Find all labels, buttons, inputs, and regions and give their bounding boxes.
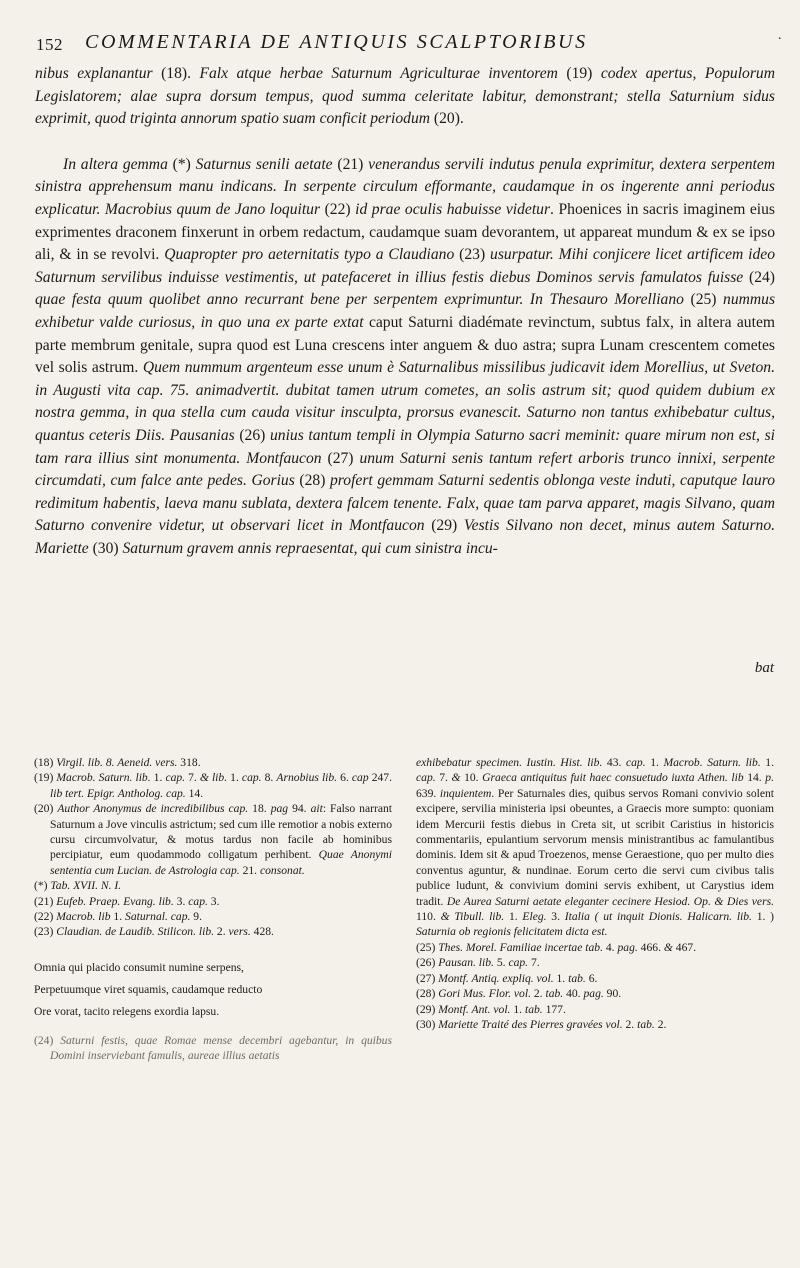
footnote-19: (19) Macrob. Saturn. lib. 1. cap. 7. & lib. 1. cap. 8. Arnobius lib. 6. cap 247. lib tert. Epigr. Antholog. cap. 14. xyxy=(34,771,392,800)
footnote-22: (22) Macrob. lib 1. Saturnal. cap. 9. xyxy=(34,910,202,924)
footnotes xyxy=(34,755,774,1064)
verse-line: Omnia qui placido consumit numine serpens, xyxy=(34,960,244,974)
footnote-24: (24) Saturni festis, quae Romae mense decembri agebantur, in quibus Domini inserviebant famulis, aureae illius aetatis xyxy=(34,1033,392,1063)
page-number: 152 xyxy=(36,35,63,54)
header-mark: · xyxy=(777,32,782,47)
main-text xyxy=(35,63,775,560)
footnote-29: (29) Montf. Ant. vol. 1. tab. 177. xyxy=(416,1002,566,1016)
footnote-27: (27) Montf. Antiq. expliq. vol. 1. tab. 6. xyxy=(416,971,598,985)
footnote-star: (*) Tab. XVII. N. I. xyxy=(34,879,122,893)
footnotes-left-column xyxy=(34,755,392,1064)
footnote-18: (18) Virgil. lib. 8. Aeneid. vers. 318. xyxy=(34,756,201,769)
footnote-28: (28) Gori Mus. Flor. vol. 2. tab. 40. pag. 90. xyxy=(416,987,622,1001)
footnote-26: (26) Pausan. lib. 5. cap. 7. xyxy=(416,956,540,970)
footnote-21: (21) Eufeb. Praep. Evang. lib. 3. cap. 3. xyxy=(34,894,220,908)
running-title: COMMENTARIA DE ANTIQUIS SCALPTORIBUS xyxy=(85,31,588,53)
page-header xyxy=(30,30,790,56)
paragraph-1: nibus explanantur (18). Falx atque herbae Saturnum Agriculturae inventorem (19) codex apertus, Populorum Legislatorem; alae supra dorsum tempus, quod summa celeritate labitur, demonstrant; stella Saturnium sidus exprimit, quod triginta annorum spatio suam conficit periodum (20). xyxy=(35,65,775,128)
paragraph-2: In altera gemma (*) Saturnus senili aetate (21) venerandus servili indutus penula exprimitur, dextera serpentem sinistra apprehensum manu indicans. In serpente circulum efformante, caudamque in os ingerente anni periodus explicatur. Macrobius quum de Jano loquitur (22) id prae oculis habuisse videtur. Phoenices in sacris imaginem eius exprimentes draconem finxerunt in orbem redactum, caudamque suam devorantem, ut appareat mundum & ex se ipso ali, & in se revolvi. Quapropter pro aeternitatis typo a Claudiano (23) usurpatur. Mihi conjicere licet artificem ideo Saturnum servilibus induisse vestimentis, ut patefaceret in illius festis diebus Dominos servis famulatos fuisse (24) quae festa quum quolibet anno recurrant bene per serpentem exprimuntur. In Thesauro Morelliano (25) nummus exhibetur valde curiosus, in quo una ex parte extat caput Saturni diadémate revinctum, subtus falx, in altera autem parte membrum genitale, supra quod est Luna crescens inter anguem & duo astra; supra Lunam crescentem cometes vel solis astrum. Quem nummum argenteum esse unum è Saturnalibus missilibus judicavit idem Morellius, ut Sveton. in Augusti vita cap. 75. animadvertit. dubitat tamen utrum cometes, an solis astrum sit; quod quidem dubium ex nostra gemma, in qua stella cum cauda visitur insculpta, prorsus evanescit. Saturno non tantus exhibebatur cultus, quantus ceteris Diis. Pausanias (26) unius tantum templi in Olympia Saturno sacri meminit: quare mirum non est, si tam rara illius sint monumenta. Montfaucon (27) unum Saturni senis tantum refert arboris trunco innixi, serpente circumdati, cum falce ante pedes. Gorius (28) profert gemmam Saturni sedentis oblonga veste induti, caputque lauro redimitum habentis, laeva manu sublata, dextera falcem tenente. Falx, quae tam parva apparet, magis Silvano, quam Saturno convenire videtur, ut observari licet in Montfaucon (29) Vestis Silvano non decet, minus autem Saturno. Mariette (30) Saturnum gravem annis repraesentat, qui cum sinistra incu- xyxy=(35,155,776,557)
footnote-30: (30) Mariette Traité des Pierres gravées vol. 2. tab. 2. xyxy=(416,1017,667,1031)
catchword: bat xyxy=(754,660,774,676)
footnote-24-continued: exhibebatur specimen. Iustin. Hist. lib. 43. cap. 1. Macrob. Saturn. lib. 1. cap. 7. & 10. Graeca antiquitus fuit haec consuetudo iuxta Athen. lib 14. p. 639. inquientem. Per Saturnales dies, quibus servos Romani convivio solent excipere, servilia ministeria ipsi obeuntes, a Graecis more sumpto: quoniam idem Mercurii festis diebus in Creta sit, ut scribit Caristius in historicis commentariis, epulantium servorum mensis ministrantibus ac famulantibus dominis. Idem sit & apud Troezenos, mense Geraestione, quo per multo dies conventus aguntur, & nundinae. Eorum certo die servi cum civibus talis publice ludunt, & convivium domini servis exhibent, ut Carystius idem tradit. De Aurea Saturni aetate eleganter cecinere Hesiod. Op. & Dies vers. 110. & Tibull. lib. 1. Eleg. 3. Italia ( ut inquit Dionis. Halicarn. lib. 1. ) Saturnia ob regionis felicitatem dicta est. xyxy=(416,756,775,939)
footnote-20: (20) Author Anonymus de incredibilibus cap. 18. pag 94. ait: Falso narrant Saturnum a Jove vinculis astrictum; sed cum ille remotior a nobis externo cursu circumvolvatur, & motus tardus non facile ab hominibus percipiatur, eum quodammodo colligatum perhibent. Quae Anonymi sententia cum Lucian. de Astrologia cap. 21. consonat. xyxy=(34,802,392,877)
footnote-25: (25) Thes. Morel. Familiae incertae tab. 4. pag. 466. & 467. xyxy=(416,940,697,954)
footnote-23: (23) Claudian. de Laudib. Stilicon. lib. 2. vers. 428. xyxy=(34,925,274,939)
footnotes-right-column xyxy=(416,755,774,1064)
verse-quotation xyxy=(34,957,392,1023)
verse-line: Perpetuumque viret squamis, caudamque reducto xyxy=(34,982,263,996)
verse-line: Ore vorat, tacito relegens exordia lapsu. xyxy=(34,1004,220,1018)
